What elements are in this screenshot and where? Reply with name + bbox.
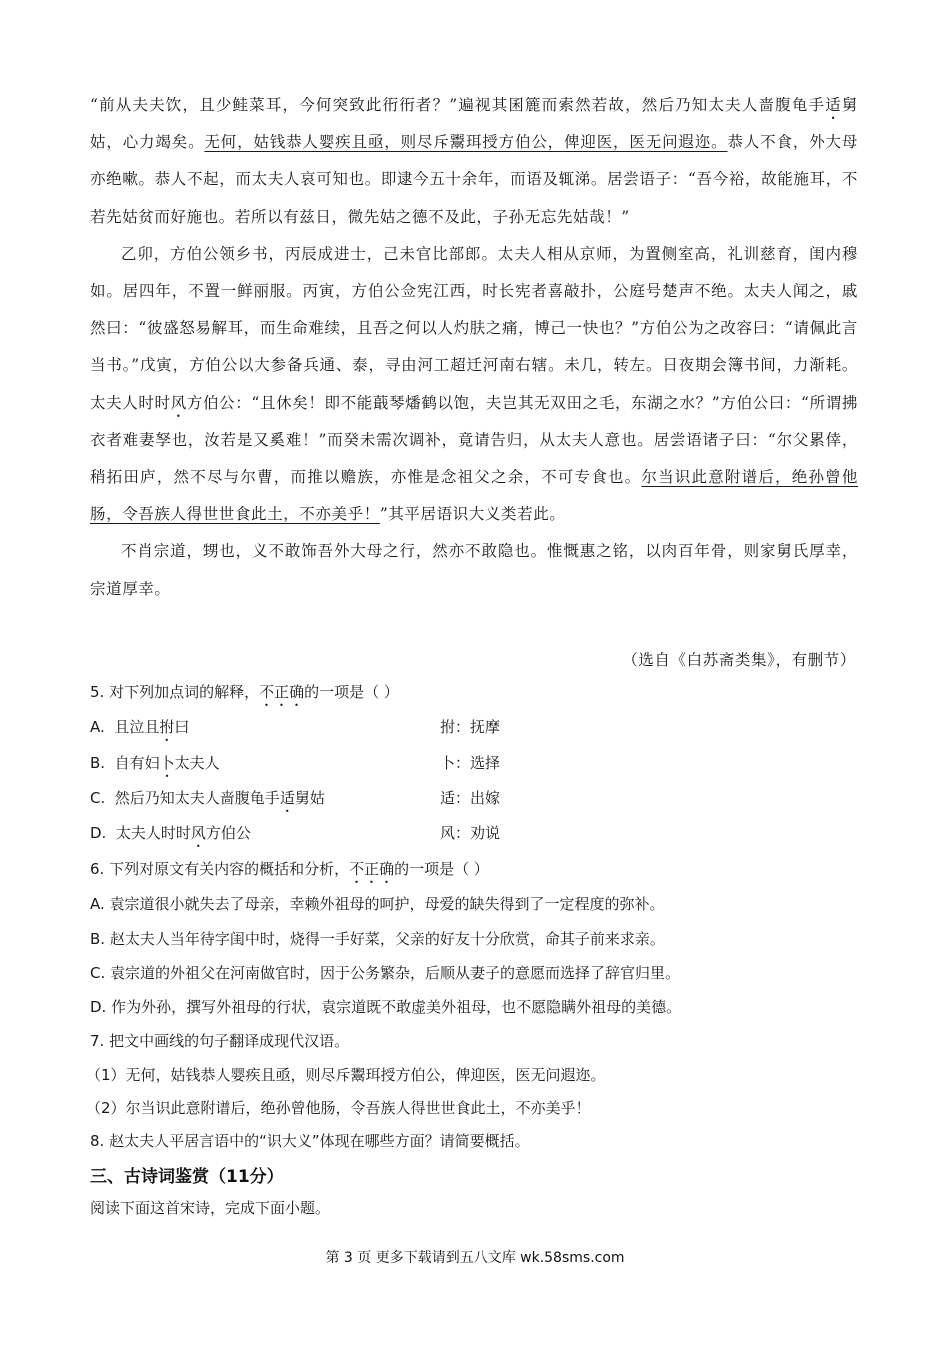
question-6-option-d: D. 作为外孙，撰写外祖母的行状，袁宗道既不敢虚美外祖母，也不愿隐瞒外祖母的美德。	[90, 998, 682, 1016]
question-5-stem: 5. 对下列加点词的解释，不正确的一项是（ ）	[90, 683, 399, 701]
question-5-answer-b: 卜：选择	[440, 754, 501, 772]
question-5-answer-a: 拊：抚摩	[440, 718, 501, 736]
question-6-option-b: B. 赵太夫人当年待字闺中时，烧得一手好菜，父亲的好友十分欣赏，命其子前来求亲。	[90, 930, 665, 948]
question-5-answer-c: 适：出嫁	[440, 789, 501, 807]
question-7-stem: 7. 把文中画线的句子翻译成现代汉语。	[90, 1032, 350, 1050]
question-5-option-b: B. 自有妇卜太夫人	[90, 754, 220, 772]
passage	[90, 87, 858, 608]
section-3-instruction: 阅读下面这首宋诗，完成下面小题。	[90, 1199, 331, 1217]
underlined-sentence-1: 无何，姑钱恭人婴疾且亟，则尽斥鬻珥授方伯公，俾迎医，医无问遐迩。	[204, 133, 728, 152]
question-5-option-c: C. 然后乃知太夫人啬腹龟手适舅姑	[90, 789, 325, 807]
question-8-stem: 8. 赵太夫人平居言语中的“识大义”体现在哪些方面？请简要概括。	[90, 1132, 530, 1150]
underlined-sentence-2: 尔当识此意附谱后，绝孙曾他肠，令吾族人得世世食此土，不亦美乎！	[90, 468, 858, 524]
question-6-option-c: C. 袁宗道的外祖父在河南做官时，因于公务繁杂，后顺从妻子的意愿而选择了辞官归里。	[90, 964, 681, 982]
passage-source: （选自《白苏斋类集》，有删节）	[622, 651, 856, 669]
section-3-heading: 三、古诗词鉴赏（11分）	[90, 1167, 284, 1187]
question-7-sentence-2: （2）尔当识此意附谱后，绝孙曾他肠，令吾族人得世世食此土，不亦美乎！	[86, 1099, 591, 1117]
question-6-stem: 6. 下列对原文有关内容的概括和分析，不正确的一项是（ ）	[90, 860, 489, 878]
passage-paragraph-1: “前从夫夫饮，且少鲑菜耳，今何突致此衎衎者？”遍视其囷簏而索然若故，然后乃知太夫人啬腹龟手适舅姑，心力竭矣。无何，姑钱恭人婴疾且亟，则尽斥鬻珥授方伯公，俾迎医，医无问遐迩。恭人不食，外大母亦绝嗽。恭人不起，而太夫人哀可知也。即逮今五十余年，而语及辄涕。居尝语子：“吾今裕，故能施耳，不若先姑贫而好施也。若所以有兹日，微先姑之德不及此，子孙无忘先姑哉！”	[90, 96, 859, 226]
dotted-word: 适	[825, 96, 842, 114]
passage-paragraph-2: 乙卯，方伯公领乡书，丙辰成进士，己未官比部郎。太夫人相从京师，为置侧室高，礼训慈育，闺内穆如。居四年，不置一鲜丽服。丙寅，方伯公佥宪江西，时长宪者喜敲扑，公庭号楚声不绝。太夫人闻之，戚然曰：“彼盛怒易解耳，而生命难续，且吾之何以人灼肤之痛，博己一快也？”方伯公为之改容曰：“请佩此言当书。”戊寅，方伯公以大参备兵通、泰，寻由河工超迁河南右辖。未几，转左。日夜期会簿书间，力渐耗。太夫人时时风方伯公：“且休矣！即不能蕺琴燔鹤以饱，夫岂其无双田之毛，东湖之水？”方伯公曰：“所谓拂衣者难妻孥也，汝若是又奚难！”而癸未需次调补，竟请告归，从太夫人意也。居尝语诸子曰：“尔父累倖，稍拓田庐，然不尽与尔曹，而推以赡族，亦惟是念祖父之余，不可专食也。尔当识此意附谱后，绝孙曾他肠，令吾族人得世世食此土，不亦美乎！”其平居语识大义类若此。	[90, 244, 858, 524]
question-5-option-d: D. 太夫人时时风方伯公	[90, 824, 251, 842]
question-5-answer-d: 风：劝说	[440, 824, 501, 842]
page-footer: 第 3 页 更多下载请到五八文库 wk.58sms.com	[325, 1250, 625, 1266]
dotted-word: 风	[170, 393, 187, 412]
question-7-sentence-1: （1）无何，姑钱恭人婴疾且亟，则尽斥鬻珥授方伯公，俾迎医，医无问遐迩。	[86, 1066, 606, 1084]
question-6-option-a: A. 袁宗道很小就失去了母亲，幸赖外祖母的呵护，母爱的缺失得到了一定程度的弥补。	[90, 895, 665, 913]
passage-paragraph-3: 不肖宗道，甥也，义不敢饰吾外大母之行，然亦不敢隐也。惟慨惠之铭，以肉百年骨，则家舅氏厚幸，宗道厚幸。	[90, 542, 858, 598]
question-5-option-a: A. 且泣且拊曰	[90, 718, 190, 736]
